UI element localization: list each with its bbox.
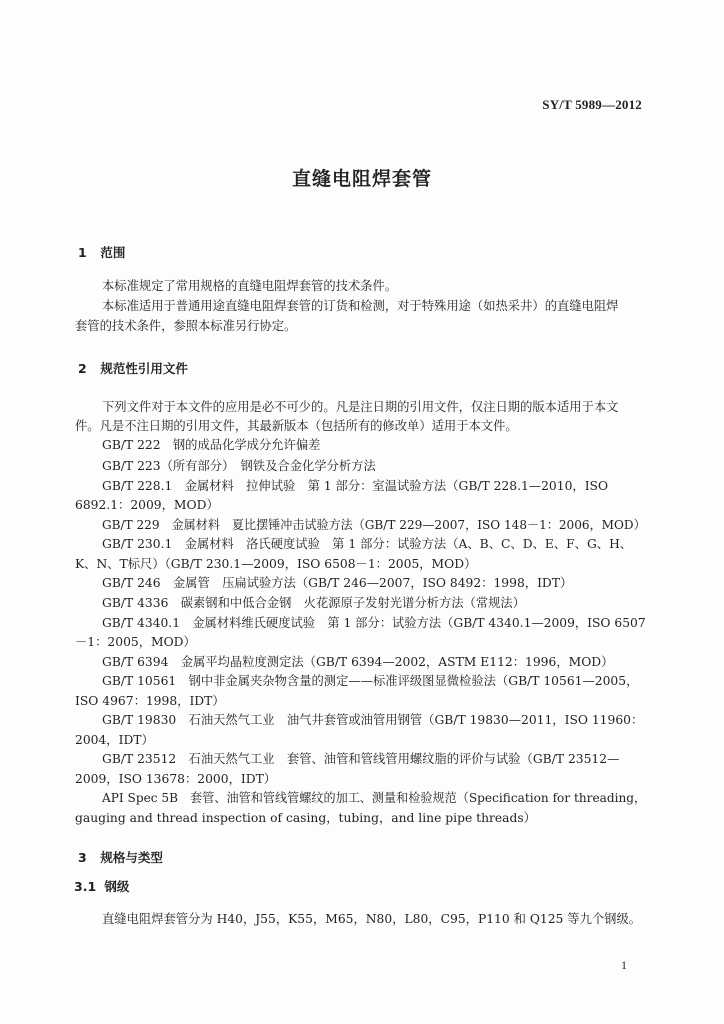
reference-line: API Spec 5B 套管、油管和管线管螺纹的加工、测量和检验规范（Specification for threading， <box>102 791 647 805</box>
reference-line: GB/T 228.1 金属材料 拉伸试验 第 1 部分：室温试验方法（GB/T 228.1—2010，ISO <box>102 479 609 493</box>
reference-line: GB/T 222 钢的成品化学成分允许偏差 <box>102 438 321 452</box>
reference-line: GB/T 23512 石油天然气工业 套管、油管和管线管用螺纹脂的评价与试验（GB/T 23512— <box>102 752 620 766</box>
section-number: 1 <box>78 245 87 260</box>
reference-line: GB/T 4336 碳素钢和中低合金钢 火花源原子发射光谱分析方法（常规法） <box>102 596 526 610</box>
reference-line: ISO 4967：1998，IDT） <box>75 694 225 708</box>
subsection-3-1-heading <box>74 877 129 895</box>
section-3-heading <box>78 848 163 866</box>
reference-line: 6892.1：2009，MOD） <box>75 498 219 512</box>
reference-line: GB/T 6394 金属平均晶粒度测定法（GB/T 6394—2002，ASTM E112：1996，MOD） <box>102 655 614 669</box>
reference-line: －1：2005，MOD） <box>75 635 196 649</box>
paragraph-line: 本标准规定了常用规格的直缝电阻焊套管的技术条件。 <box>102 279 398 293</box>
reference-line: K、N、T标尺）（GB/T 230.1—2009，ISO 6508－1：2005，MOD） <box>75 557 477 571</box>
section-title: 范围 <box>100 245 126 260</box>
standard-code: SY/T 5989—2012 <box>542 97 642 112</box>
reference-line: GB/T 230.1 金属材料 洛氏硬度试验 第 1 部分：试验方法（A、B、C、D、E、F、G、H、 <box>102 537 633 551</box>
reference-line: GB/T 223（所有部分） 钢铁及合金化学分析方法 <box>102 459 376 473</box>
paragraph-line: 直缝电阻焊套管分为 H40，J55，K55，M65，N80，L80，C95，P110 和 Q125 等九个钢级。 <box>102 912 642 926</box>
document-title: 直缝电阻焊套管 <box>291 168 432 190</box>
section-title: 规格与类型 <box>100 850 163 865</box>
page-number: 1 <box>621 958 627 972</box>
paragraph-line: 下列文件对于本文件的应用是必不可少的。凡是注日期的引用文件，仅注日期的版本适用于本文 <box>102 400 619 414</box>
reference-line: GB/T 19830 石油天然气工业 油气井套管或油管用钢管（GB/T 19830—2011，ISO 11960： <box>102 713 644 727</box>
reference-line: GB/T 4340.1 金属材料维氏硬度试验 第 1 部分：试验方法（GB/T 4340.1—2009，ISO 6507 <box>102 616 646 630</box>
section-number: 3 <box>78 850 87 865</box>
subsection-number: 3.1 <box>74 879 97 894</box>
reference-line: GB/T 229 金属材料 夏比摆锤冲击试验方法（GB/T 229—2007，ISO 148－1：2006，MOD） <box>102 518 646 532</box>
reference-line: 2004，IDT） <box>75 733 154 747</box>
section-title: 规范性引用文件 <box>100 361 188 376</box>
reference-line: 2009，ISO 13678：2000，IDT） <box>75 772 277 786</box>
section-number: 2 <box>78 361 87 376</box>
section-1-heading <box>78 243 125 261</box>
paragraph-line: 件。凡是不注日期的引用文件，其最新版本（包括所有的修改单）适用于本文件。 <box>75 419 518 433</box>
paragraph-line: 本标准适用于普通用途直缝电阻焊套管的订货和检测，对于特殊用途（如热采井）的直缝电阻焊 <box>102 299 619 313</box>
section-2-heading <box>78 359 188 377</box>
reference-line: GB/T 246 金属管 压扁试验方法（GB/T 246—2007，ISO 8492：1998，IDT） <box>102 576 573 590</box>
paragraph-line: 套管的技术条件，参照本标准另行协定。 <box>75 319 297 333</box>
reference-line: gauging and thread inspection of casing，tubing，and line pipe threads） <box>75 811 536 825</box>
reference-line: GB/T 10561 钢中非金属夹杂物含量的测定——标准评级图显微检验法（GB/T 10561—2005， <box>102 674 639 688</box>
subsection-title: 钢级 <box>104 879 130 894</box>
